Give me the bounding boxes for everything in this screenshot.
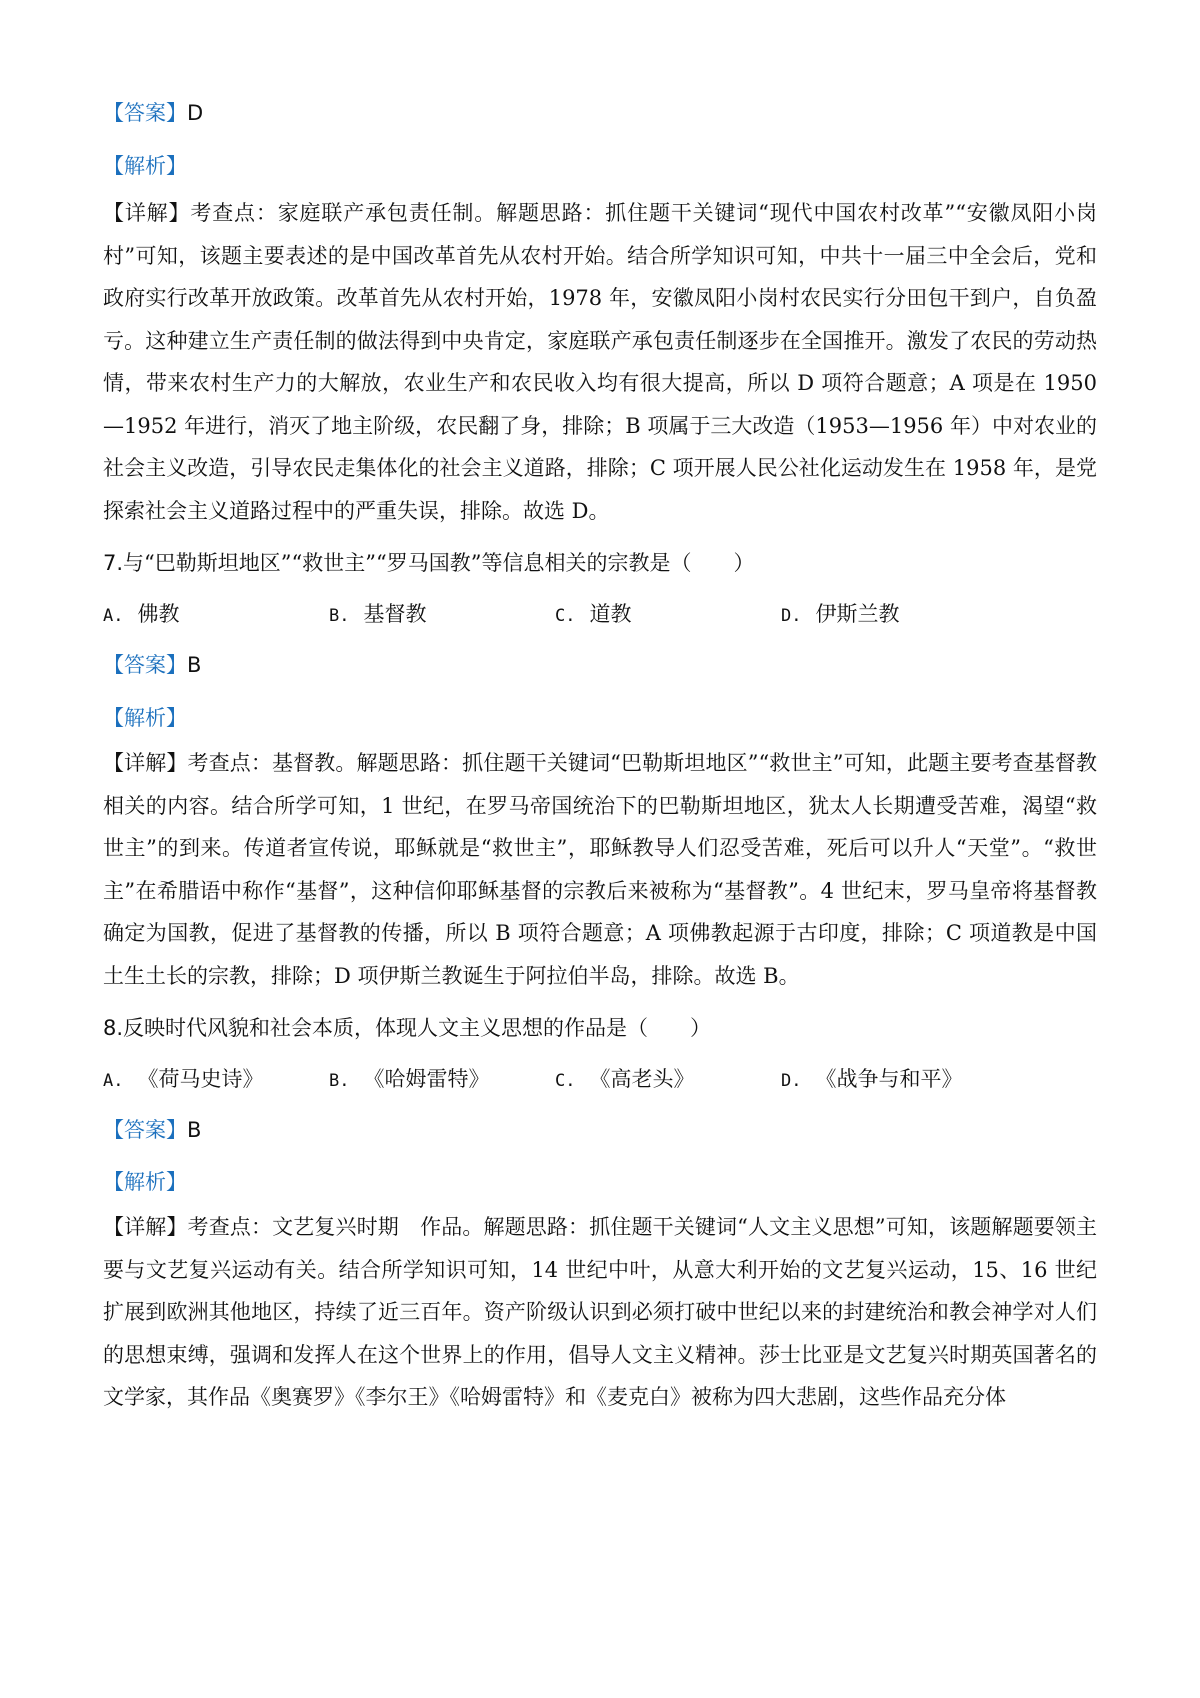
q7-analysis-line xyxy=(103,703,1097,733)
q7-option-d: D. 伊斯兰教 xyxy=(781,602,900,626)
q8-stem xyxy=(103,1013,1097,1043)
q7-number: 7. xyxy=(103,551,124,575)
q8-number: 8. xyxy=(103,1016,124,1040)
q6-answer-line xyxy=(103,98,1097,128)
q7-option-a: A. 佛教 xyxy=(103,602,180,626)
answer-label: 【答案】 xyxy=(103,653,187,677)
answer-label: 【答案】 xyxy=(103,101,187,125)
q8-stem-text: 反映时代风貌和社会本质，体现人文主义思想的作品是（ ） xyxy=(123,1016,712,1040)
q8-option-c: C. 《高老头》 xyxy=(555,1067,695,1091)
q7-detail-paragraph: 【详解】考查点：基督教。解题思路：抓住题干关键词“巴勒斯坦地区”“救世主”可知，此题主要考查基督教相关的内容。结合所学可知，1 世纪，在罗马帝国统治下的巴勒斯坦地区，犹太人长期遭受苦难，渴望“救世主”的到来。传道者宣传说，耶稣就是“救世主”，耶稣教导人们忍受苦难，死后可以升人“天堂”。“救世主”在希腊语中称作“基督”，这种信仰耶稣基督的宗教后来被称为“基督教”。4 世纪末，罗马皇帝将基督教确定为国教，促进了基督教的传播，所以 B 项符合题意；A 项佛教起源于古印度，排除；C 项道教是中国土生土长的宗教，排除；D 项伊斯兰教诞生于阿拉伯半岛，排除。故选 B。 xyxy=(103,751,1097,988)
q6-answer-value: D xyxy=(187,101,204,125)
q7-stem xyxy=(103,548,1097,578)
q8-option-d: D. 《战争与和平》 xyxy=(781,1067,963,1091)
q6-detail-paragraph: 【详解】考查点：家庭联产承包责任制。解题思路：抓住题干关键词“现代中国农村改革”“安徽凤阳小岗村”可知，该题主要表述的是中国改革首先从农村开始。结合所学知识可知，中共十一届三中全会后，党和政府实行改革开放政策。改革首先从农村开始，1978 年，安徽凤阳小岗村农民实行分田包干到户，自负盈亏。这种建立生产责任制的做法得到中央肯定，家庭联产承包责任制逐步在全国推开。激发了农民的劳动热情，带来农村生产力的大解放，农业生产和农民收入均有很大提高，所以 D 项符合题意；A 项是在 1950—1952 年进行，消灭了地主阶级，农民翻了身，排除；B 项属于三大改造（1953—1956 年）中对农业的社会主义改造，引导农民走集体化的社会主义道路，排除；C 项开展人民公社化运动发生在 1958 年，是党探索社会主义道路过程中的严重失误，排除。故选 D。 xyxy=(103,201,1097,523)
q8-option-a: A. 《荷马史诗》 xyxy=(103,1067,264,1091)
q6-analysis-line xyxy=(103,151,1097,181)
q7-options xyxy=(103,599,1097,629)
q7-answer-line xyxy=(103,650,1097,680)
q7-answer-value: B xyxy=(187,653,202,677)
analysis-label: 【解析】 xyxy=(103,154,187,178)
q8-answer-value: B xyxy=(187,1118,202,1142)
q7-option-c: C. 道教 xyxy=(555,602,632,626)
q7-stem-text: 与“巴勒斯坦地区”“救世主”“罗马国教”等信息相关的宗教是（ ） xyxy=(123,551,755,575)
q8-analysis-line xyxy=(103,1167,1097,1197)
analysis-label: 【解析】 xyxy=(103,1170,187,1194)
answer-label: 【答案】 xyxy=(103,1118,187,1142)
analysis-label: 【解析】 xyxy=(103,706,187,730)
q8-option-b: B. 《哈姆雷特》 xyxy=(329,1067,490,1091)
q7-option-b: B. 基督教 xyxy=(329,602,427,626)
q8-detail-paragraph: 【详解】考查点：文艺复兴时期 作品。解题思路：抓住题干关键词“人文主义思想”可知，该题解题要领主要与文艺复兴运动有关。结合所学知识可知，14 世纪中叶，从意大利开始的文艺复兴运动，15、16 世纪扩展到欧洲其他地区，持续了近三百年。资产阶级认识到必须打破中世纪以来的封建统治和教会神学对人们的思想束缚，强调和发挥人在这个世界上的作用，倡导人文主义精神。莎士比亚是文艺复兴时期英国著名的文学家，其作品《奥赛罗》《李尔王》《哈姆雷特》和《麦克白》被称为四大悲剧，这些作品充分体 xyxy=(103,1215,1097,1409)
q8-answer-line xyxy=(103,1115,1097,1145)
q8-options xyxy=(103,1064,1097,1094)
